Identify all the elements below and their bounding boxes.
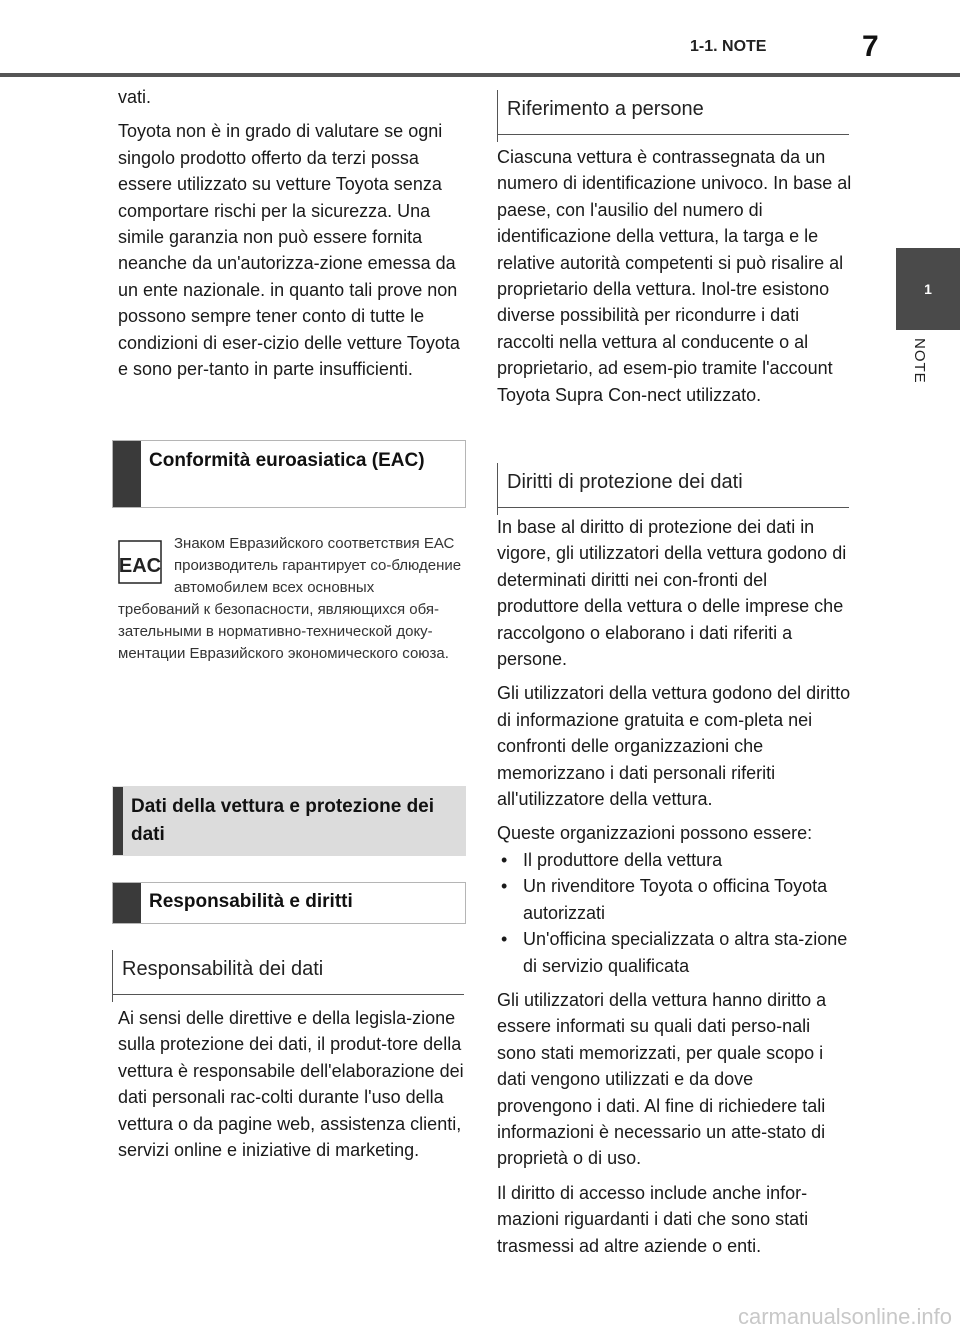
page-number: 7 [862,30,879,63]
data-rights-body [497,514,852,1267]
heading-responsibility-text: Responsabilità e diritti [149,891,353,912]
svg-text:EAC: EAC [118,555,162,577]
subheading-hline [497,134,849,135]
subheading-data-responsibility-text: Responsabilità dei dati [122,958,324,980]
heading-bar [113,441,141,507]
eac-description-b: требований к безопасности, являющихся обя-зательными в нормативно-технической доку-ментации Евразийского экономического союза. [118,601,449,662]
heading-eac-text: Conformità euroasiatica (EAC) [149,450,425,471]
person-reference-paragraph: Ciascuna vettura è contrassegnata da un numero di identificazione univoco. In base al paese, con l'ausilio del numero di identificazione della vettura, la targa e le relative autorità competenti si può risalire al proprietario della vettura. Inol-tre esistono diverse possibilità per ricondurre i dati raccolti nella vettura al conducente o al proprietario, ad esem-pio tramite l'account Toyota Supra Con-nect utilizzato. [497,147,852,405]
data-rights-paragraph-4: Gli utilizzatori della vettura hanno diritto a essere informati su quali dati perso-nali sono stati memorizzati, per quale scopo i dati vengono utilizzati e da dove provengono i dati. Al fine di richiedere tali informazioni è necessario un atte-stato di proprietà o di uso. [497,989,827,1169]
watermark: carmanualsonline.info [737,1304,952,1329]
subheading-data-rights [497,469,849,509]
chapter-tab-number: 1 [924,281,932,297]
subheading-hline [497,507,849,508]
chapter-tab-label: NOTE [911,338,928,384]
data-rights-paragraph-5: Il diritto di accesso include anche infor-mazioni riguardanti i dati che sono stati trasmessi ad altre aziende o enti. [497,1182,809,1256]
person-reference-body [497,144,852,416]
subheading-person-reference [497,96,849,136]
subheading-data-rights-text: Diritti di protezione dei dati [507,471,743,493]
section-title: 1-1. NOTE [690,38,767,55]
eac-description-a: Знаком Евразийского соответствия ЕАС производитель гарантирует со-блюдение автомобилем всех основных [174,535,462,596]
heading-bar [113,787,123,855]
chapter-tab[interactable] [896,248,960,330]
list-item: • Un rivenditore Toyota o officina Toyota autorizzati [497,873,852,926]
heading-bar [113,883,141,923]
subheading-data-responsibility [112,956,464,996]
data-rights-paragraph-1: In base al diritto di protezione dei dati in vigore, gli utilizzatori della vettura godono di determinati diritti nei con-fronti del produttore della vettura o delle imprese che raccolgono o elaborano i dati riferiti a persone. [497,517,847,670]
heading-vehicle-data [112,786,466,856]
header-rule [0,73,960,77]
responsibility-paragraph: Ai sensi delle direttive e della legisla-zione sulla protezione dei dati, il produt-tore della vettura è responsabile dell'elaborazione dei dati personali rac-colti durante l'uso della vettura o da pagine web, assistenza clienti, servizi online e iniziative di marketing. [118,1008,464,1161]
data-rights-paragraph-3: Queste organizzazioni possono essere: [497,823,813,844]
subheading-hline [112,994,464,995]
heading-responsibility [112,882,466,924]
data-rights-paragraph-2: Gli utilizzatori della vettura godono del diritto di informazione gratuita e com-pleta nei confronti delle organizzazioni che memorizzano i dati personali riferiti all'utilizzatore della vettura. [497,683,851,810]
subheading-person-reference-text: Riferimento a persone [507,98,704,120]
list-item: • Un'officina specializzata o altra sta-zione di servizio qualificata [497,926,852,979]
heading-eac [112,440,466,508]
organization-list [497,847,852,979]
left-intro [118,84,468,390]
heading-vehicle-data-text: Dati della vettura e protezione dei dati [131,796,435,845]
list-item: • Il produttore della vettura [497,847,852,873]
responsibility-body [118,1005,468,1171]
intro-fragment: vati. [118,87,152,107]
intro-paragraph: Toyota non è in grado di valutare se ogni singolo prodotto offerto da terzi possa essere utilizzato su vetture Toyota senza comportare rischi per la sicurezza. Una simile garanzia non può essere fornita neanche da un'autorizza-zione emessa da un ente nazionale. in quanto tali prove non possono sempre tener conto di tutte le condizioni di eser-cizio delle vetture Toyota e sono per-tanto in parte insufficienti. [118,121,460,380]
eac-description [118,533,468,665]
